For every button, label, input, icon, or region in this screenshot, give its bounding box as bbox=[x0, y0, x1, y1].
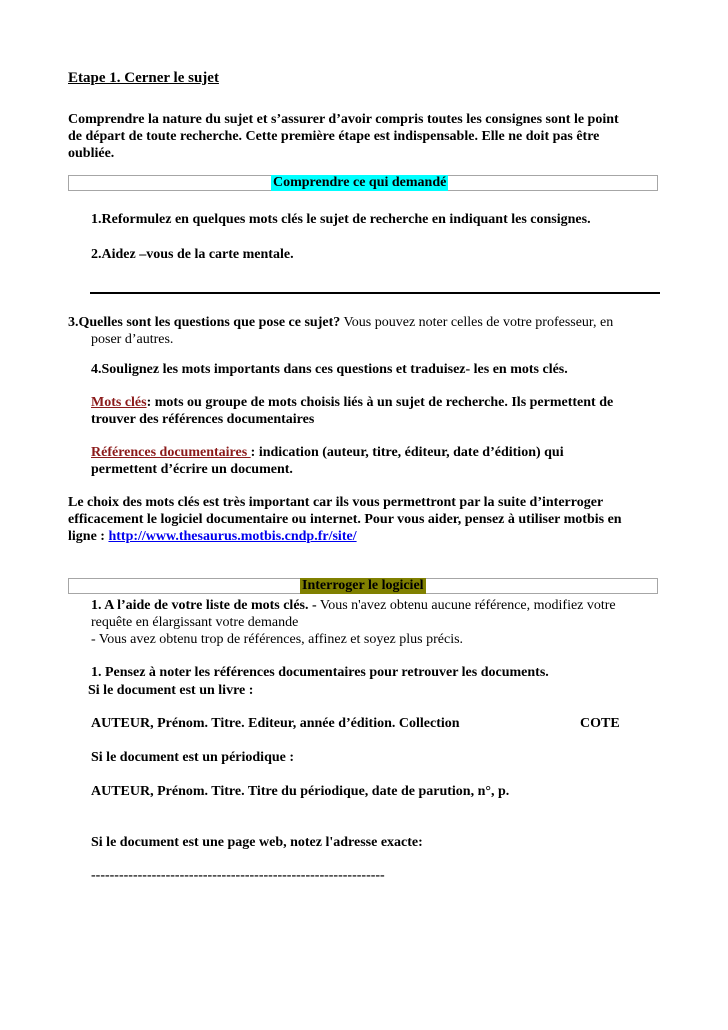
intro-line-2: de départ de toute recherche. Cette première étape est indispensable. Elle ne doit pas être bbox=[68, 129, 600, 144]
logiciel-step-1-line-2: requête en élargissant votre demande bbox=[91, 615, 299, 630]
definition-references bbox=[91, 444, 564, 462]
definition-mots-cles bbox=[91, 394, 613, 412]
web-label: Si le document est une page web, notez l'adresse exacte: bbox=[91, 835, 423, 850]
livre-label: Si le document est un livre : bbox=[88, 683, 254, 698]
logiciel-step-1-normal: Vous n'avez obtenu aucune référence, modifiez votre bbox=[316, 598, 616, 613]
instruction-reformulez: 1.Reformulez en quelques mots clés le sujet de recherche en indiquant les consignes. bbox=[91, 212, 591, 227]
term-mots-cles: Mots clés bbox=[91, 395, 147, 410]
questions-line-2: poser d’autres. bbox=[91, 332, 174, 347]
cote-label: COTE bbox=[580, 716, 620, 731]
logiciel-step-1-bold: 1. A l’aide de votre liste de mots clés. - bbox=[91, 598, 317, 613]
logiciel-step-1 bbox=[91, 597, 616, 615]
section-title-interroger: Interroger le logiciel bbox=[302, 578, 424, 593]
answer-line bbox=[90, 292, 660, 294]
definition-mots-cles-text: : mots ou groupe de mots choisis liés à un sujet de recherche. Ils permettent de bbox=[146, 395, 614, 410]
intro-line-1: Comprendre la nature du sujet et s’assurer d’avoir compris toutes les consignes sont le point bbox=[68, 112, 619, 127]
livre-format: AUTEUR, Prénom. Titre. Editeur, année d’édition. Collection bbox=[91, 716, 460, 731]
definition-references-line-2: permettent d’écrire un document. bbox=[91, 462, 293, 477]
questions-normal-text: Vous pouvez noter celles de votre professeur, en bbox=[340, 315, 614, 330]
choix-line-3-prefix: ligne : bbox=[68, 529, 109, 544]
section-box-comprendre bbox=[68, 175, 658, 191]
choix-line-1: Le choix des mots clés est très important car ils vous permettront par la suite d’interroger bbox=[68, 495, 604, 510]
instruction-soulignez: 4.Soulignez les mots importants dans ces questions et traduisez- les en mots clés. bbox=[91, 362, 568, 377]
term-references: Références documentaires bbox=[91, 445, 251, 460]
choix-line-3 bbox=[68, 528, 357, 546]
step-heading: Etape 1. Cerner le sujet bbox=[68, 70, 219, 86]
section-title-comprendre: Comprendre ce qui demandé bbox=[273, 175, 447, 190]
instruction-questions bbox=[68, 314, 613, 332]
instruction-carte-mentale: 2.Aidez –vous de la carte mentale. bbox=[91, 247, 294, 262]
periodique-label: Si le document est un périodique : bbox=[91, 750, 295, 765]
intro-line-3: oubliée. bbox=[68, 146, 115, 161]
logiciel-step-1-line-3: - Vous avez obtenu trop de références, affinez et soyez plus précis. bbox=[91, 632, 464, 647]
section-box-interroger bbox=[68, 578, 658, 594]
motbis-link[interactable]: http://www.thesaurus.motbis.cndp.fr/site/ bbox=[108, 529, 357, 544]
definition-references-text: : indication (auteur, titre, éditeur, date d’édition) qui bbox=[250, 445, 564, 460]
web-address-dashes: --------------------------------------------------------------- bbox=[91, 868, 385, 883]
questions-bold-text: 3.Quelles sont les questions que pose ce sujet? bbox=[68, 315, 341, 330]
periodique-format: AUTEUR, Prénom. Titre. Titre du périodique, date de parution, n°, p. bbox=[91, 784, 510, 799]
choix-line-2: efficacement le logiciel documentaire ou internet. Pour vous aider, pensez à utiliser motbis en bbox=[68, 512, 622, 527]
definition-mots-cles-line-2: trouver des références documentaires bbox=[91, 412, 315, 427]
notes-step: 1. Pensez à noter les références documentaires pour retrouver les documents. bbox=[91, 665, 549, 680]
